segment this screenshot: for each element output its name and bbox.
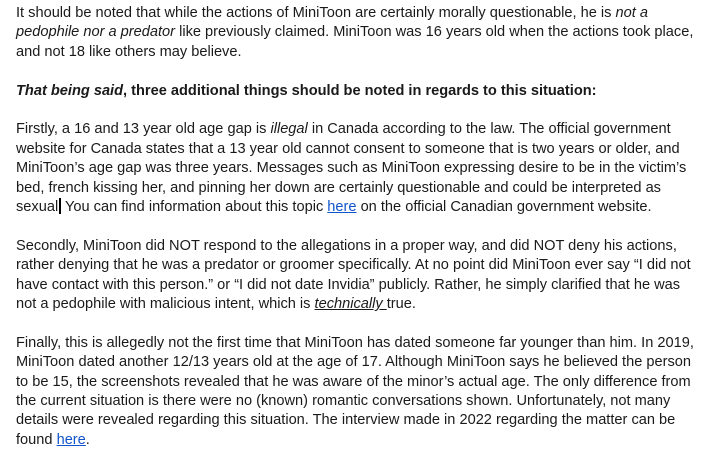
canada-gov-link[interactable]: here xyxy=(327,199,357,216)
heading-text xyxy=(16,83,597,99)
secondly-text-1: Secondly, MiniToon did NOT respond to the allegations in a proper way, and did NOT deny his actions, rather denying that he was a predator or groomer specifically. At no point did MiniToon ever say “I did not have contact with this person.” or “I did not date Invidia” publicly. Rather, he simply clarified that he was not a pedophile with malicious intent, which is xyxy=(16,237,691,313)
finally-text-2: . xyxy=(85,431,90,448)
intro-text-2: like previously claimed. MiniToon was 16 years old when the actions took place, and not 18 like others may believe. xyxy=(16,24,694,60)
firstly-text-1: Firstly, a 16 and 13 year old age gap is xyxy=(16,121,271,138)
paragraph-finally xyxy=(16,334,702,450)
interview-link[interactable]: here xyxy=(56,431,86,448)
secondly-text-2: true. xyxy=(386,296,416,313)
paragraph-firstly xyxy=(16,120,702,217)
secondly-emphasis: technically xyxy=(314,296,387,313)
firstly-text-2: in Canada according to the law. The official government website for Canada states that a 13 year old cannot consent to someone that is two years or older, and MiniToon’s age gap was three years. Messages such as MiniToon expressing desire to be in the victim’s bed, french kissing her, and pinning her down are certainly questionable and could be interpreted as sexual xyxy=(16,121,687,216)
finally-text-1: Finally, this is allegedly not the first time that MiniToon has dated someone far younger than him. In 2019, MiniToon dated another 12/13 years old at the age of 17. Although MiniToon says he believed the person to be 15, the screenshots revealed that he was aware of the minor’s actual age. The only difference from the current situation is there were no (known) romantic conversations shown. Unfortunately, not many details were revealed regarding this situation. The interview made in 2022 regarding the matter can be found xyxy=(16,334,694,448)
firstly-emphasis: illegal xyxy=(270,121,308,138)
paragraph-heading xyxy=(16,82,702,101)
firstly-text-3: You can find information about this topic xyxy=(61,199,328,216)
paragraph-secondly xyxy=(16,237,702,315)
document-body xyxy=(16,4,702,470)
intro-text-1: It should be noted that while the actions of MiniToon are certainly morally questionable, he is xyxy=(16,5,616,21)
firstly-text-4: on the official Canadian government website. xyxy=(356,199,652,216)
paragraph-intro xyxy=(16,4,702,62)
heading-emphasis: That being said xyxy=(16,82,124,99)
intro-emphasis: not a pedophile nor a predator xyxy=(16,5,648,41)
heading-rest: , three additional things should be noted in regards to this situation: xyxy=(123,82,597,99)
